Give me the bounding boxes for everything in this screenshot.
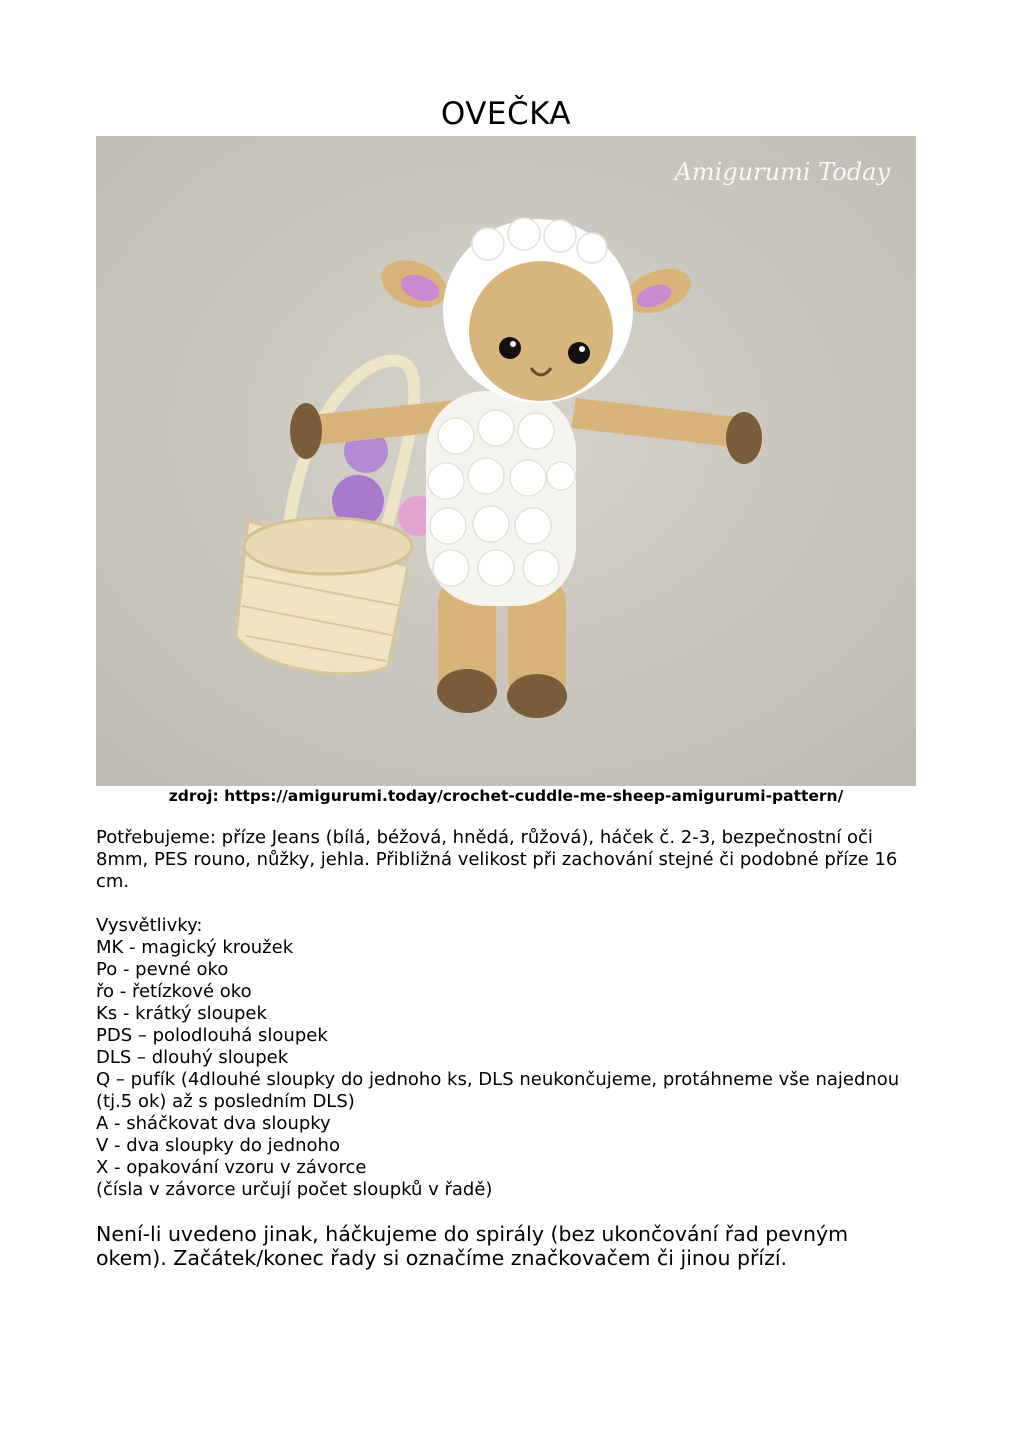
legend-section	[96, 915, 916, 1201]
legend-item: PDS – polodlouhá sloupek	[96, 1025, 328, 1046]
legend-item: řo - řetízkové oko	[96, 981, 252, 1002]
legend-item: MK - magický kroužek	[96, 937, 294, 958]
legend-item: X - opakování vzoru v závorce	[96, 1157, 367, 1178]
legend-item: (čísla v závorce určují počet sloupků v řadě)	[96, 1179, 493, 1200]
legend-item: A - sháčkovat dva sloupky	[96, 1113, 331, 1134]
instruction-note: Není-li uvedeno jinak, háčkujeme do spirály (bez ukončování řad pevným okem). Začátek/konec řady si označíme značkovačem či jinou přízí.	[96, 1222, 849, 1270]
legend-item: DLS – dlouhý sloupek	[96, 1047, 289, 1068]
legend-item: Ks - krátký sloupek	[96, 1003, 267, 1024]
source-link[interactable]: zdroj: https://amigurumi.today/crochet-cuddle-me-sheep-amigurumi-pattern/	[168, 787, 844, 805]
legend-item: V - dva sloupky do jednoho	[96, 1135, 340, 1156]
page-title: OVEČKA	[440, 96, 572, 132]
sheep-toy-photo	[96, 136, 916, 786]
legend-item: Q – pufík (4dlouhé sloupky do jednoho ks, DLS neukončujeme, protáhneme vše najednou (tj.5 ok) až s posledním DLS)	[96, 1069, 900, 1112]
photo-watermark: Amigurumi Today	[674, 158, 890, 186]
materials-paragraph: Potřebujeme: příze Jeans (bílá, béžová, hnědá, růžová), háček č. 2-3, bezpečnostní oči 8mm, PES rouno, nůžky, jehla. Přibližná velikost při zachování stejné či podobné příze 16 cm.	[96, 827, 898, 892]
legend-heading: Vysvětlivky:	[96, 915, 203, 936]
legend-item: Po - pevné oko	[96, 959, 229, 980]
sheep-illustration	[96, 136, 916, 786]
